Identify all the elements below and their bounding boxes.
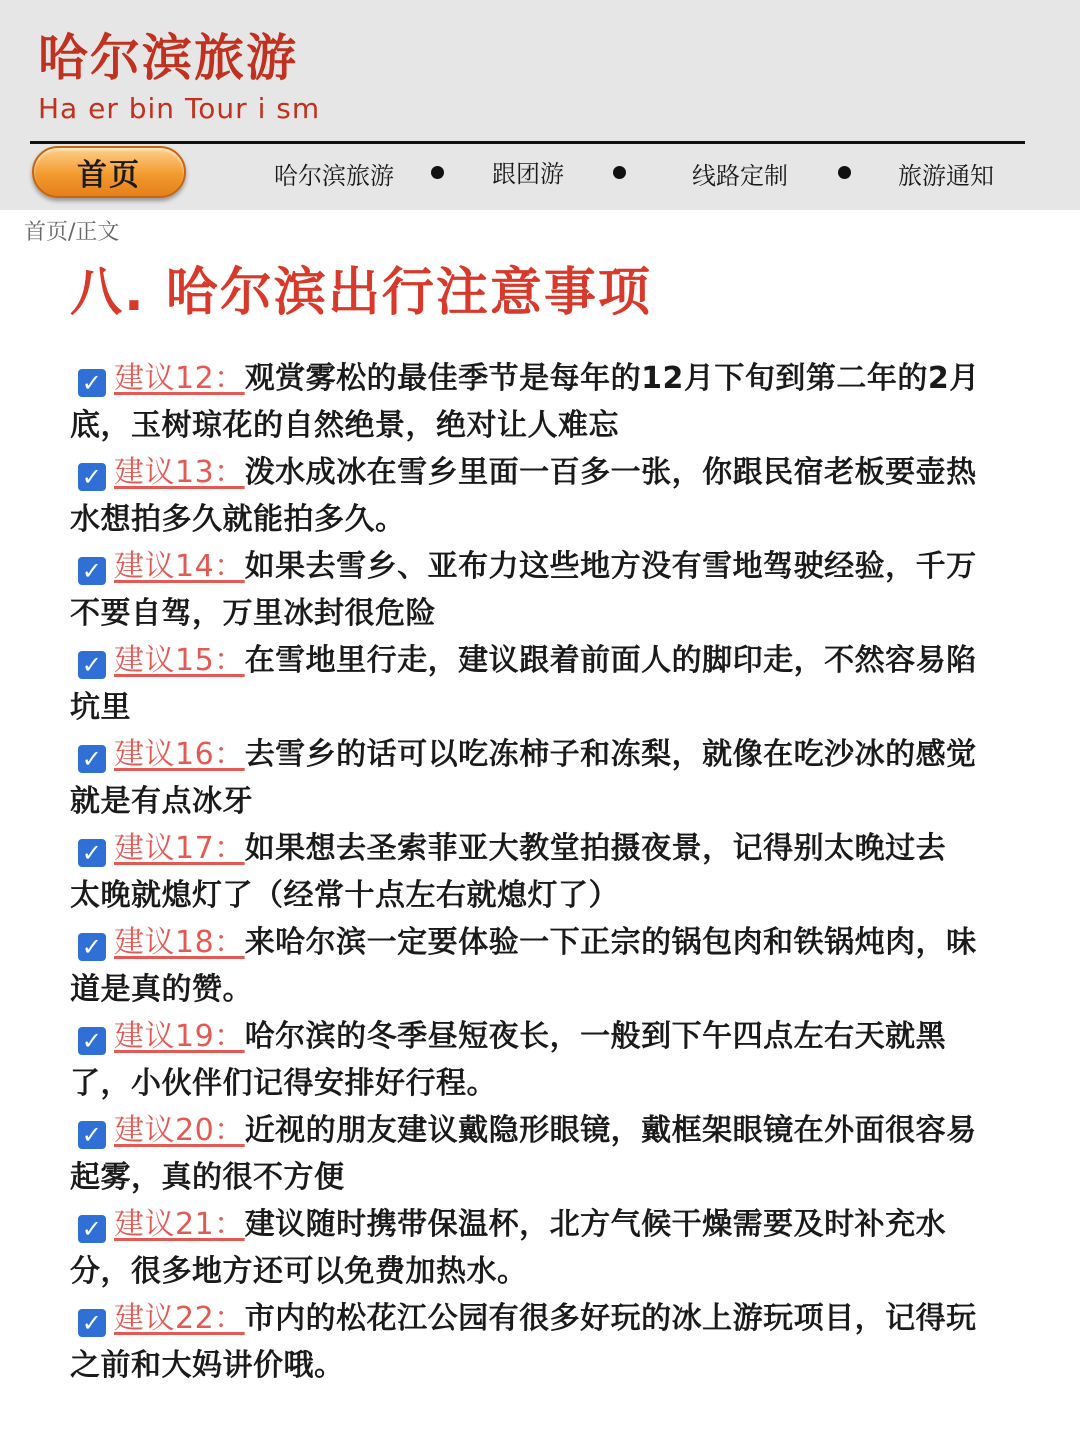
checkbox-checked-icon: ✓	[78, 839, 106, 867]
list-item	[70, 1107, 980, 1201]
checkbox-checked-icon: ✓	[78, 463, 106, 491]
breadcrumb[interactable]: 首页/正文	[24, 220, 120, 245]
nav-item-custom-route[interactable]: 线路定制	[692, 162, 788, 190]
tip-label-link[interactable]: 建议19：	[114, 1019, 245, 1054]
checkbox-checked-icon: ✓	[78, 1309, 106, 1337]
list-item	[70, 637, 980, 731]
nav-item-travel-notice[interactable]: 旅游通知	[898, 162, 994, 190]
tip-text: 如果想去圣索菲亚大教堂拍摄夜景，记得别太晚过去 太晚就熄灯了（经常十点左右就熄灯了）	[70, 831, 947, 913]
checkbox-checked-icon: ✓	[78, 369, 106, 397]
list-item	[70, 1295, 980, 1389]
tip-label-link[interactable]: 建议18：	[114, 925, 245, 960]
tip-text: 来哈尔滨一定要体验一下正宗的锅包肉和铁锅炖肉，味道是真的赞。	[70, 925, 977, 1007]
list-item	[70, 731, 980, 825]
tip-text: 观赏雾松的最佳季节是每年的12月下旬到第二年的2月底，玉树琼花的自然绝景，绝对让人难忘	[70, 361, 980, 443]
list-item	[70, 825, 980, 919]
tip-label-link[interactable]: 建议17：	[114, 831, 245, 866]
list-item	[70, 1201, 980, 1295]
nav-home-button[interactable]: 首页	[32, 146, 186, 198]
checkbox-checked-icon: ✓	[78, 933, 106, 961]
list-item	[70, 543, 980, 637]
nav-separator-dot	[838, 166, 851, 179]
tip-label-link[interactable]: 建议21：	[114, 1207, 245, 1242]
site-subtitle: Ha er bin Tour i sm	[38, 92, 321, 125]
tip-label-link[interactable]: 建议22：	[114, 1301, 245, 1336]
tip-label-link[interactable]: 建议15：	[114, 643, 245, 678]
tip-label-link[interactable]: 建议16：	[114, 737, 245, 772]
nav-divider	[30, 141, 1025, 144]
nav-item-harbin-tourism[interactable]: 哈尔滨旅游	[274, 162, 394, 190]
tip-text: 泼水成冰在雪乡里面一百多一张，你跟民宿老板要壶热水想拍多久就能拍多久。	[70, 455, 977, 537]
list-item	[70, 1013, 980, 1107]
site-title: 哈尔滨旅游	[38, 29, 298, 87]
tip-text: 近视的朋友建议戴隐形眼镜，戴框架眼镜在外面很容易起雾，真的很不方便	[70, 1113, 977, 1195]
site-header	[0, 0, 1080, 210]
nav-separator-dot	[431, 166, 444, 179]
tip-text: 建议随时携带保温杯，北方气候干燥需要及时补充水分，很多地方还可以免费加热水。	[70, 1207, 947, 1289]
checkbox-checked-icon: ✓	[78, 1027, 106, 1055]
tips-list	[70, 355, 980, 1389]
tip-text: 在雪地里行走，建议跟着前面人的脚印走，不然容易陷坑里	[70, 643, 977, 725]
tip-label-link[interactable]: 建议14：	[114, 549, 245, 584]
tip-text: 如果去雪乡、亚布力这些地方没有雪地驾驶经验，千万不要自驾，万里冰封很危险	[70, 549, 977, 631]
list-item	[70, 355, 980, 449]
checkbox-checked-icon: ✓	[78, 1121, 106, 1149]
tip-text: 去雪乡的话可以吃冻柿子和冻梨，就像在吃沙冰的感觉就是有点冰牙	[70, 737, 977, 819]
nav-separator-dot	[613, 166, 626, 179]
tip-label-link[interactable]: 建议13：	[114, 455, 245, 490]
checkbox-checked-icon: ✓	[78, 557, 106, 585]
tip-label-link[interactable]: 建议12：	[114, 361, 245, 396]
tip-text: 市内的松花江公园有很多好玩的冰上游玩项目，记得玩之前和大妈讲价哦。	[70, 1301, 977, 1383]
checkbox-checked-icon: ✓	[78, 651, 106, 679]
tip-label-link[interactable]: 建议20：	[114, 1113, 245, 1148]
checkbox-checked-icon: ✓	[78, 745, 106, 773]
page-title: 八. 哈尔滨出行注意事项	[70, 263, 652, 323]
list-item	[70, 449, 980, 543]
list-item	[70, 919, 980, 1013]
nav-item-group-tour[interactable]: 跟团游	[492, 160, 564, 188]
checkbox-checked-icon: ✓	[78, 1215, 106, 1243]
tip-text: 哈尔滨的冬季昼短夜长，一般到下午四点左右天就黑了，小伙伴们记得安排好行程。	[70, 1019, 947, 1101]
